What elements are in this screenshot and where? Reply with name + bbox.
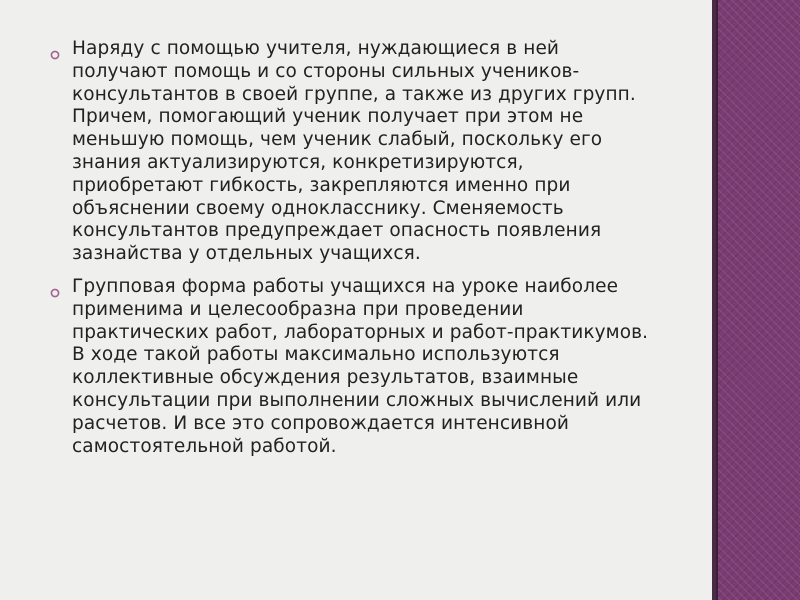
bullet-item-2 (46, 276, 656, 458)
bullet-item-1 (46, 38, 656, 266)
bullet-ring-icon (50, 283, 60, 293)
bullet-ring-icon (50, 45, 60, 55)
decorative-side-band (712, 0, 800, 600)
side-band-edge (716, 0, 718, 600)
bullet-list (46, 38, 656, 468)
bullet-text-1: Наряду с помощью учителя, нуждающиеся в ней получают помощь и со стороны сильных учеников-консультантов в своей группе, а также из других групп. Причем, помогающий ученик получает при этом не меньшую помощь, чем ученик слабый, поскольку его знания актуализируются, конкретизируются, приобретают гибкость, закрепляются именно при объяснении своему однокласснику. Сменяемость консультантов предупреждает опасность появления зазнайства у отдельных учащихся. (72, 38, 636, 265)
bullet-text-2: Групповая форма работы учащихся на уроке наиболее применима и целесообразна при проведении практических работ, лабораторных и работ-практикумов. В ходе такой работы максимально используются коллективные обсуждения результатов, взаимные консультации при выполнении сложных вычислений или расчетов. И все это сопровождается интенсивной самостоятельной работой. (72, 275, 649, 457)
